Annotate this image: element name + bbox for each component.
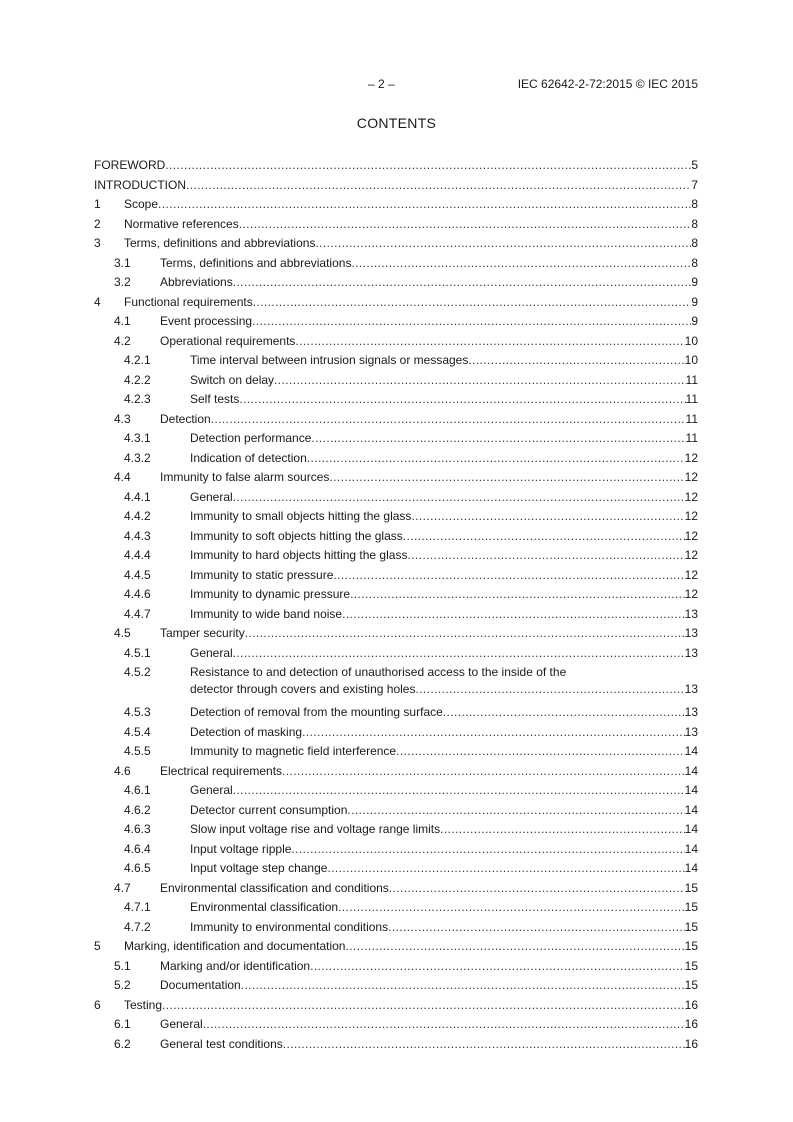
- dot-leader: [310, 957, 685, 977]
- dot-leader: [233, 488, 685, 508]
- toc-entry-label: [190, 585, 698, 605]
- toc-entry[interactable]: [94, 234, 698, 254]
- toc-entry[interactable]: [94, 488, 698, 508]
- toc-entry-page: 11: [685, 392, 698, 406]
- toc-entry-title: General: [190, 489, 233, 504]
- toc-entry-number: 4.6.4: [124, 841, 151, 856]
- dot-leader: [233, 644, 685, 664]
- toc-entry[interactable]: [94, 449, 698, 469]
- toc-entry[interactable]: [94, 976, 698, 996]
- toc-entry-number: 4.2.1: [124, 353, 151, 367]
- toc-entry-number: 4.4.4: [124, 548, 151, 562]
- dot-leader: [241, 976, 685, 996]
- dot-leader: [165, 156, 691, 176]
- toc-entry-title: Immunity to environmental conditions: [190, 919, 389, 934]
- toc-entry[interactable]: [94, 332, 698, 352]
- toc-entry-number: 4.4.6: [124, 587, 151, 601]
- toc-entry-number: 4.3.1: [124, 431, 151, 445]
- dot-leader: [333, 566, 684, 586]
- toc-entry-page: 12: [684, 528, 698, 543]
- toc-entry-page: 12: [684, 509, 698, 523]
- toc-entry[interactable]: [94, 254, 698, 274]
- toc-entry-page: 12: [684, 450, 698, 465]
- toc-entry[interactable]: [94, 801, 698, 821]
- toc-entry[interactable]: [94, 723, 698, 743]
- toc-entry-title: Normative references: [124, 216, 239, 231]
- toc-entry-page: 15: [684, 939, 698, 953]
- toc-entry[interactable]: [94, 566, 698, 586]
- toc-entry-label: [190, 742, 698, 762]
- toc-entry-title: Terms, definitions and abbreviations: [124, 236, 316, 250]
- dot-leader: [415, 681, 684, 698]
- toc-entry-label: [190, 566, 698, 586]
- toc-entry-label: [94, 176, 698, 196]
- toc-entry-page: 14: [684, 802, 698, 817]
- toc-entry[interactable]: [94, 527, 698, 547]
- dot-leader: [274, 371, 685, 391]
- table-of-contents: [94, 156, 698, 1054]
- toc-entry[interactable]: [94, 703, 698, 723]
- toc-entry-label: [124, 215, 698, 235]
- toc-entry-title: Operational requirements: [160, 333, 296, 348]
- toc-entry[interactable]: [94, 957, 698, 977]
- toc-entry-title: Marking and/or identification: [160, 958, 311, 973]
- toc-entry[interactable]: [94, 273, 698, 293]
- toc-entry-number: 4: [94, 294, 101, 309]
- toc-entry[interactable]: [94, 371, 698, 391]
- dot-leader: [351, 254, 691, 274]
- toc-entry-number: 4.1: [114, 314, 131, 328]
- toc-entry[interactable]: [94, 429, 698, 449]
- toc-entry-page: 14: [684, 763, 698, 778]
- toc-entry-label: [190, 527, 698, 547]
- toc-entry-label: [190, 723, 698, 743]
- toc-entry-title: Immunity to false alarm sources: [160, 470, 330, 484]
- toc-entry-label: [190, 546, 698, 566]
- dot-leader: [282, 762, 685, 782]
- dot-leader: [186, 176, 691, 196]
- toc-entry-label: [160, 762, 698, 782]
- toc-entry[interactable]: [94, 624, 698, 644]
- toc-entry[interactable]: [94, 644, 698, 664]
- toc-entry-title: Environmental classification: [190, 900, 339, 914]
- dot-leader: [347, 801, 684, 821]
- toc-entry[interactable]: [94, 176, 698, 196]
- toc-entry-number: 4.6.5: [124, 861, 151, 875]
- dot-leader: [388, 918, 685, 938]
- toc-entry-label: [190, 820, 698, 840]
- toc-entry-title: Terms, definitions and abbreviations: [160, 255, 352, 270]
- toc-entry-label: [124, 937, 698, 957]
- dot-leader: [291, 840, 684, 860]
- toc-entry-number: 4.5.1: [124, 645, 151, 660]
- toc-entry-label: [160, 976, 698, 996]
- toc-entry-number: 4.4.1: [124, 489, 151, 504]
- toc-entry-number: 4.4.7: [124, 606, 151, 621]
- toc-entry[interactable]: [94, 293, 698, 313]
- toc-entry-number: 6.2: [114, 1036, 131, 1051]
- toc-entry-label: [190, 703, 698, 723]
- toc-entry-page: 10: [684, 353, 698, 367]
- toc-entry-title: FOREWORD: [94, 158, 166, 172]
- toc-entry-title: Immunity to small objects hitting the glass: [190, 509, 412, 523]
- toc-entry-page: 15: [684, 900, 698, 914]
- toc-entry-number: 4.4.3: [124, 528, 151, 543]
- toc-entry[interactable]: [94, 468, 698, 488]
- toc-entry-page: 8: [691, 197, 698, 211]
- document-reference: IEC 62642-2-72:2015 © IEC 2015: [517, 77, 698, 91]
- toc-entry-number: 4.5.5: [124, 744, 151, 758]
- toc-entry-number: 4.2.3: [124, 392, 151, 406]
- dot-leader: [252, 312, 691, 332]
- dot-leader: [233, 273, 692, 293]
- toc-entry-label: [124, 234, 698, 254]
- toc-entry-number: 4.3.2: [124, 450, 151, 465]
- toc-entry-page: 11: [685, 372, 698, 387]
- toc-entry[interactable]: [94, 390, 698, 410]
- toc-entry[interactable]: [94, 410, 698, 430]
- toc-entry-label: [160, 624, 698, 644]
- toc-entry-page: 14: [684, 783, 698, 797]
- dot-leader: [389, 879, 685, 899]
- dot-leader: [253, 293, 692, 313]
- toc-entry-title: Self tests: [190, 392, 240, 406]
- dot-leader: [468, 351, 684, 371]
- toc-entry[interactable]: [94, 898, 698, 918]
- toc-entry-number: 3.1: [114, 255, 131, 270]
- toc-entry[interactable]: [94, 156, 698, 176]
- toc-entry-page: 12: [684, 587, 698, 601]
- toc-entry-label: [160, 957, 698, 977]
- toc-entry-number: 5: [94, 939, 101, 953]
- toc-entry-title: Detection: [160, 411, 211, 426]
- toc-entry-page: 12: [684, 567, 698, 582]
- toc-entry-label: [190, 488, 698, 508]
- dot-leader: [245, 624, 685, 644]
- toc-entry-title: Electrical requirements: [160, 763, 283, 778]
- toc-entry-number: 4.3: [114, 411, 131, 426]
- toc-entry[interactable]: [94, 215, 698, 235]
- dot-leader: [411, 507, 684, 527]
- toc-entry-page: 9: [691, 294, 698, 309]
- toc-entry[interactable]: [94, 605, 698, 625]
- toc-entry[interactable]: [94, 781, 698, 801]
- toc-entry-page: 9: [691, 275, 698, 289]
- toc-entry-number: 6: [94, 997, 101, 1012]
- dot-leader: [233, 781, 685, 801]
- toc-entry-label: [160, 312, 698, 332]
- dot-leader: [162, 996, 685, 1016]
- toc-entry-title: Scope: [124, 197, 159, 211]
- toc-entry-label: [160, 468, 698, 488]
- toc-entry-page: 13: [684, 606, 698, 621]
- dot-leader: [338, 898, 685, 918]
- toc-entry-title-continued: detector through covers and existing holes: [190, 682, 416, 696]
- toc-entry-title: Detector current consumption: [190, 802, 348, 817]
- dot-leader: [239, 215, 692, 235]
- toc-entry[interactable]: [94, 742, 698, 762]
- toc-entry-number: 5.1: [114, 958, 131, 973]
- toc-entry-label: [124, 293, 698, 313]
- dot-leader: [440, 820, 685, 840]
- toc-entry-title: Switch on delay: [190, 372, 275, 387]
- dot-leader: [302, 723, 685, 743]
- page-header: [94, 77, 698, 91]
- dot-leader: [345, 937, 684, 957]
- toc-entry-number: 4.5.3: [124, 705, 151, 719]
- toc-entry-label: [190, 918, 698, 938]
- toc-entry-title: Event processing: [160, 314, 253, 328]
- page-number: – 2 –: [368, 77, 395, 91]
- toc-entry[interactable]: [94, 312, 698, 332]
- toc-entry-page: 14: [684, 841, 698, 856]
- toc-entry-label: [190, 390, 698, 410]
- toc-entry-title: INTRODUCTION: [94, 177, 186, 192]
- toc-entry[interactable]: [94, 762, 698, 782]
- toc-entry-title: Immunity to hard objects hitting the glass: [190, 548, 408, 562]
- toc-entry-title: Immunity to static pressure: [190, 567, 334, 582]
- toc-entry-number: 4.7: [114, 880, 131, 895]
- toc-entry-number: 4.7.1: [124, 900, 151, 914]
- toc-entry-label: [190, 664, 698, 698]
- toc-entry-number: 4.6: [114, 763, 131, 778]
- toc-entry-label: [190, 898, 698, 918]
- toc-entry-label: [190, 801, 698, 821]
- toc-entry-label: [160, 879, 698, 899]
- toc-entry-page: 7: [691, 177, 698, 192]
- toc-entry-number: 4.6.2: [124, 802, 151, 817]
- toc-entry-title: Abbreviations: [160, 275, 233, 289]
- toc-entry-title: General test conditions: [160, 1036, 283, 1051]
- toc-entry-label: [160, 410, 698, 430]
- toc-entry-title: Detection performance: [190, 431, 312, 445]
- toc-entry[interactable]: [94, 879, 698, 899]
- toc-entry-title: Immunity to soft objects hitting the glass: [190, 528, 403, 543]
- toc-entry-number: 4.4.2: [124, 509, 151, 523]
- dot-leader: [311, 429, 685, 449]
- toc-entry[interactable]: [94, 351, 698, 371]
- dot-leader: [396, 742, 685, 762]
- dot-leader: [403, 527, 685, 547]
- toc-entry-title: Resistance to and detection of unauthorised access to the inside of the: [190, 665, 567, 679]
- toc-entry-page: 10: [684, 333, 698, 348]
- toc-entry-title: Input voltage step change: [190, 861, 328, 875]
- toc-entry[interactable]: [94, 507, 698, 527]
- toc-entry-title: Indication of detection: [190, 450, 307, 465]
- toc-entry-title: Environmental classification and conditions: [160, 880, 389, 895]
- toc-entry-label: [160, 332, 698, 352]
- toc-entry-title: General: [190, 645, 233, 660]
- dot-leader: [211, 410, 686, 430]
- toc-entry-page: 14: [684, 861, 698, 875]
- toc-entry[interactable]: [94, 1035, 698, 1055]
- toc-entry-title: Immunity to magnetic field interference: [190, 744, 397, 758]
- toc-entry-label: [190, 840, 698, 860]
- dot-leader: [327, 859, 684, 879]
- toc-entry-label: [190, 605, 698, 625]
- toc-entry-title: Tamper security: [160, 626, 245, 640]
- dot-leader: [443, 703, 685, 723]
- toc-entry[interactable]: [94, 820, 698, 840]
- toc-entry-title: Input voltage ripple: [190, 841, 292, 856]
- toc-entry-number: 4.5: [114, 626, 131, 640]
- toc-entry-page: 13: [684, 626, 698, 640]
- toc-entry-number: 4.6.3: [124, 822, 151, 836]
- toc-entry-page: 15: [684, 978, 698, 992]
- toc-entry-number: 5.2: [114, 978, 131, 992]
- toc-entry-page: 13: [684, 682, 698, 696]
- toc-entry-label: [124, 195, 698, 215]
- dot-leader: [307, 449, 685, 469]
- toc-entry-number: 2: [94, 216, 101, 231]
- dot-leader: [158, 195, 691, 215]
- toc-entry-title: Detection of masking: [190, 724, 303, 739]
- toc-entry-label: [160, 1035, 698, 1055]
- toc-entry-page: 13: [684, 705, 698, 719]
- toc-entry[interactable]: [94, 840, 698, 860]
- toc-entry-page: 8: [691, 216, 698, 231]
- toc-entry-label: [190, 351, 698, 371]
- toc-entry-number: 4.5.4: [124, 724, 151, 739]
- toc-entry-number: 3.2: [114, 275, 131, 289]
- toc-entry-number: 4.2: [114, 333, 131, 348]
- toc-entry-title: Documentation: [160, 978, 241, 992]
- toc-entry-label: [190, 429, 698, 449]
- toc-entry-page: 8: [691, 255, 698, 270]
- toc-entry-title: Testing: [124, 997, 163, 1012]
- toc-entry-label: [190, 644, 698, 664]
- dot-leader: [407, 546, 684, 566]
- toc-entry[interactable]: [94, 585, 698, 605]
- toc-entry-page: 15: [684, 880, 698, 895]
- toc-entry[interactable]: [94, 996, 698, 1016]
- dot-leader: [295, 332, 684, 352]
- toc-entry-label: [160, 1015, 698, 1035]
- toc-entry-number: 4.4: [114, 470, 131, 484]
- toc-entry-label: [190, 507, 698, 527]
- toc-entry-number: 4.4.5: [124, 567, 151, 582]
- toc-entry-label: [190, 859, 698, 879]
- toc-entry-title: Functional requirements: [124, 294, 253, 309]
- dot-leader: [329, 468, 684, 488]
- toc-entry-title: Detection of removal from the mounting surface: [190, 705, 443, 719]
- toc-entry[interactable]: [94, 195, 698, 215]
- dot-leader: [350, 585, 685, 605]
- toc-entry-label: [124, 996, 698, 1016]
- toc-entry-title: Slow input voltage rise and voltage range limits: [190, 822, 441, 836]
- toc-entry-page: 15: [684, 919, 698, 934]
- toc-entry-page: 13: [684, 724, 698, 739]
- dot-leader: [283, 1035, 685, 1055]
- toc-entry-page: 12: [684, 548, 698, 562]
- dot-leader: [239, 390, 685, 410]
- toc-entry-page: 9: [691, 314, 698, 328]
- dot-leader: [315, 234, 691, 254]
- toc-entry-page: 16: [684, 1036, 698, 1051]
- toc-entry-page: 14: [684, 744, 698, 758]
- toc-entry-label: [190, 371, 698, 391]
- toc-entry-page: 12: [684, 470, 698, 484]
- toc-entry-page: 14: [684, 822, 698, 836]
- toc-entry-page: 12: [684, 489, 698, 504]
- toc-entry-label: [160, 254, 698, 274]
- toc-entry-page: 16: [684, 1017, 698, 1031]
- toc-entry-title: Immunity to dynamic pressure: [190, 587, 351, 601]
- toc-entry-number: 4.7.2: [124, 919, 151, 934]
- toc-entry-number: 1: [94, 197, 101, 211]
- toc-entry-label: [160, 273, 698, 293]
- toc-entry-number: 6.1: [114, 1017, 131, 1031]
- toc-entry-number: 4.5.2: [124, 665, 151, 679]
- toc-entry-page: 11: [685, 411, 698, 426]
- toc-entry[interactable]: [94, 1015, 698, 1035]
- toc-entry-page: 5: [691, 158, 698, 172]
- toc-entry-page: 13: [684, 645, 698, 660]
- toc-entry-number: 4.6.1: [124, 783, 151, 797]
- toc-entry-page: 16: [684, 997, 698, 1012]
- toc-entry-title: Immunity to wide band noise: [190, 606, 343, 621]
- toc-entry-label: [190, 781, 698, 801]
- toc-entry[interactable]: [94, 546, 698, 566]
- toc-entry[interactable]: [94, 663, 698, 703]
- toc-entry-title: Marking, identification and documentation: [124, 939, 346, 953]
- toc-entry-title: Time interval between intrusion signals or messages: [190, 353, 469, 367]
- toc-entry[interactable]: [94, 937, 698, 957]
- toc-entry[interactable]: [94, 918, 698, 938]
- toc-entry-label: [94, 156, 698, 176]
- toc-entry-page: 11: [685, 431, 698, 445]
- page-title: CONTENTS: [356, 115, 437, 131]
- dot-leader: [203, 1015, 685, 1035]
- toc-entry-number: 3: [94, 236, 101, 250]
- dot-leader: [342, 605, 685, 625]
- toc-entry[interactable]: [94, 859, 698, 879]
- toc-entry-title: General: [190, 783, 233, 797]
- toc-entry-page: 15: [684, 958, 698, 973]
- toc-entry-label: [190, 449, 698, 469]
- toc-entry-title: General: [160, 1017, 203, 1031]
- toc-entry-page: 8: [691, 236, 698, 250]
- toc-entry-number: 4.2.2: [124, 372, 151, 387]
